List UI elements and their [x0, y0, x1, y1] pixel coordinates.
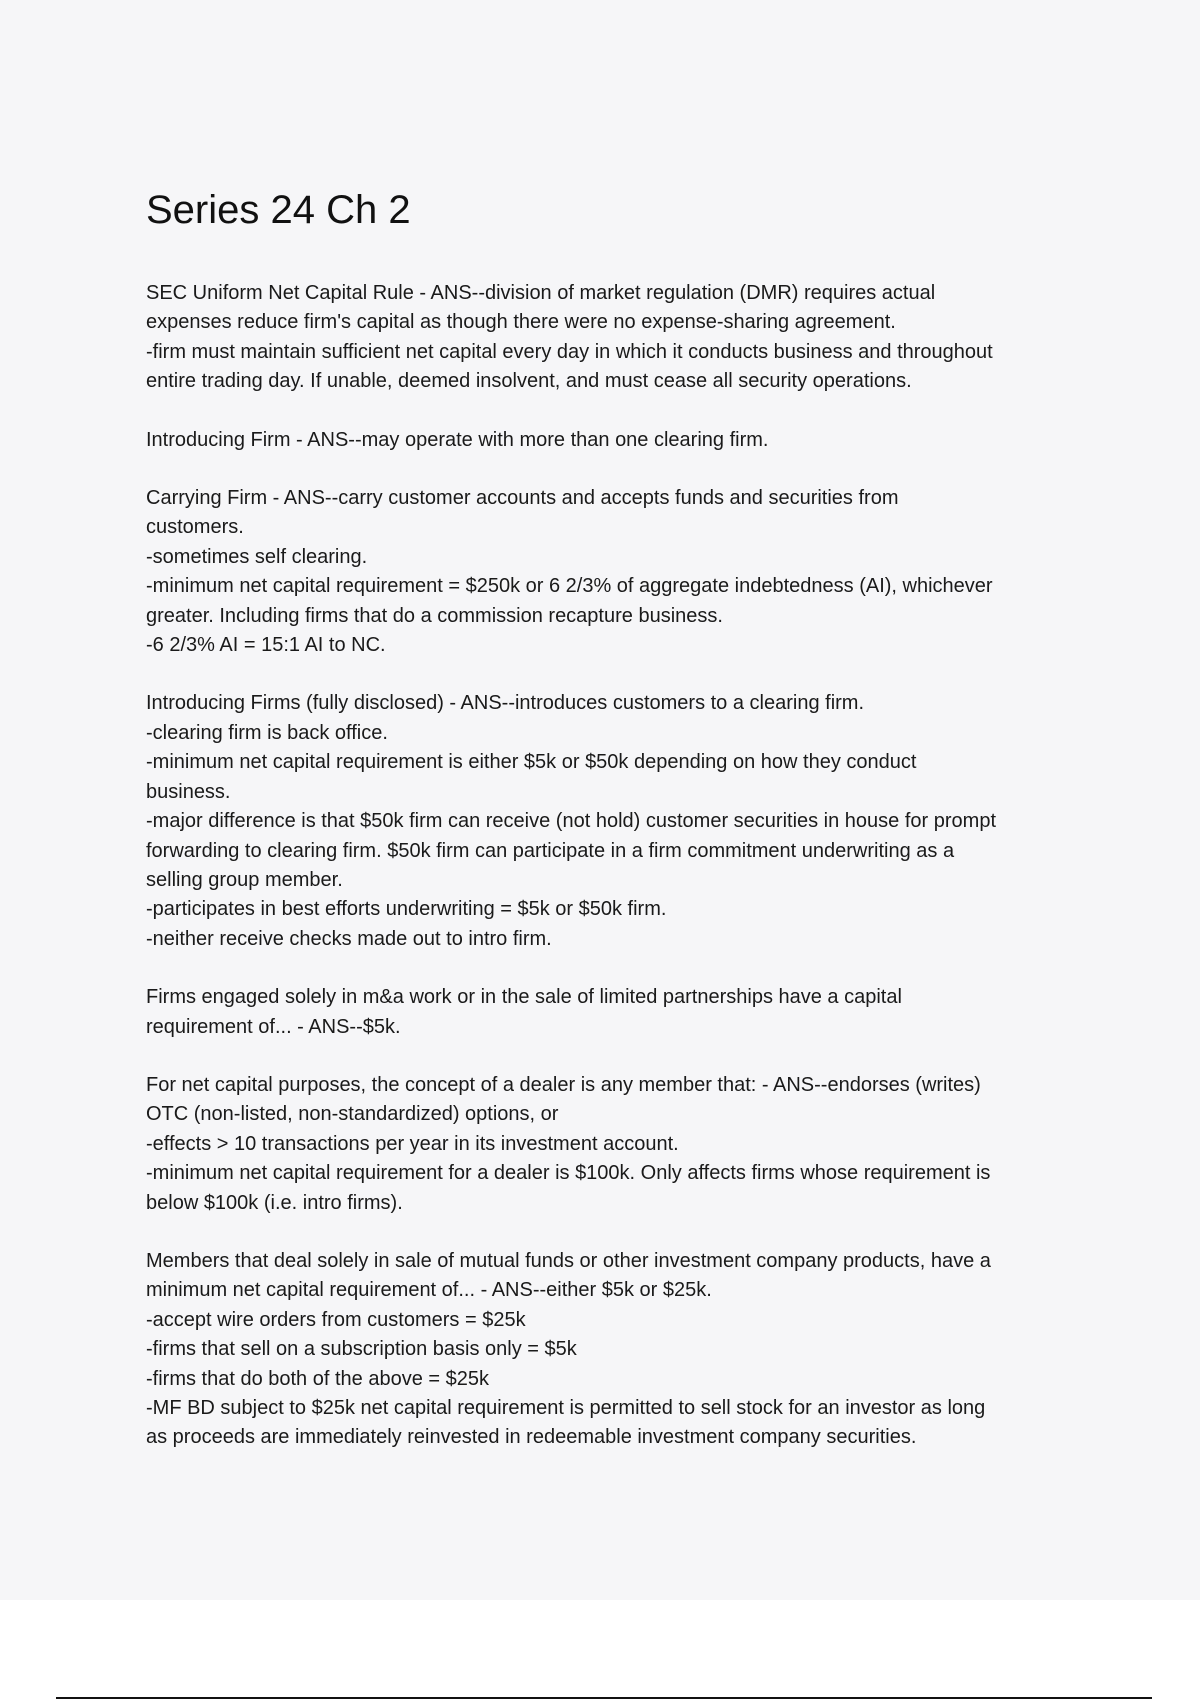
- text-line: as proceeds are immediately reinvested in redeemable investment company securities.: [146, 1426, 917, 1449]
- footer-divider: [56, 1697, 1152, 1699]
- text-line: -6 2/3% AI = 15:1 AI to NC.: [146, 634, 386, 657]
- text-line: -sometimes self clearing.: [146, 545, 368, 568]
- text-line: entire trading day. If unable, deemed insolvent, and must cease all security operations.: [146, 370, 912, 393]
- text-line: -firms that do both of the above = $25k: [146, 1367, 489, 1390]
- text-line: -clearing firm is back office.: [146, 721, 388, 744]
- text-line: forwarding to clearing firm. $50k firm can participate in a firm commitment underwriting as a: [146, 839, 955, 862]
- text-line: expenses reduce firm's capital as though there were no expense-sharing agreement.: [146, 311, 896, 334]
- text-line: selling group member.: [146, 868, 343, 891]
- text-line: -participates in best efforts underwriting = $5k or $50k firm.: [146, 898, 667, 921]
- text-line: OTC (non-listed, non-standardized) options, or: [146, 1103, 559, 1126]
- paragraph: [146, 983, 1096, 1042]
- paragraph: [146, 1247, 1096, 1453]
- paragraph: [146, 1071, 1096, 1218]
- paragraph: [146, 279, 1096, 397]
- text-line: minimum net capital requirement of... - ANS--either $5k or $25k.: [146, 1279, 712, 1302]
- text-line: Introducing Firm - ANS--may operate with more than one clearing firm.: [146, 428, 769, 451]
- text-line: customers.: [146, 516, 244, 539]
- text-line: business.: [146, 780, 231, 803]
- paragraph: [146, 689, 1096, 954]
- text-line: For net capital purposes, the concept of a dealer is any member that: - ANS--endorses (writes): [146, 1073, 981, 1096]
- text-line: -firm must maintain sufficient net capital every day in which it conducts business and throughout: [146, 340, 993, 363]
- text-line: -minimum net capital requirement is either $5k or $50k depending on how they conduct: [146, 751, 917, 774]
- text-line: greater. Including firms that do a commission recapture business.: [146, 604, 723, 627]
- text-line: Firms engaged solely in m&a work or in the sale of limited partnerships have a capital: [146, 986, 902, 1009]
- text-line: -MF BD subject to $25k net capital requirement is permitted to sell stock for an investor as long: [146, 1397, 986, 1419]
- text-line: Carrying Firm - ANS--carry customer accounts and accepts funds and securities from: [146, 487, 899, 510]
- text-line: -neither receive checks made out to intro firm.: [146, 927, 552, 950]
- text-line: -major difference is that $50k firm can receive (not hold) customer securities in house for prompt: [146, 810, 996, 833]
- text-line: -firms that sell on a subscription basis only = $5k: [146, 1338, 577, 1361]
- text-line: SEC Uniform Net Capital Rule - ANS--division of market regulation (DMR) requires actual: [146, 282, 936, 304]
- text-line: -minimum net capital requirement = $250k or 6 2/3% of aggregate indebtedness (AI), whichever: [146, 575, 993, 598]
- text-line: Introducing Firms (fully disclosed) - ANS--introduces customers to a clearing firm.: [146, 692, 865, 715]
- page-title: Series 24 Ch 2: [146, 188, 411, 232]
- text-line: Members that deal solely in sale of mutual funds or other investment company products, have a: [146, 1249, 991, 1272]
- text-line: requirement of... - ANS--$5k.: [146, 1015, 401, 1038]
- text-line: -accept wire orders from customers = $25k: [146, 1308, 526, 1331]
- paragraph: [146, 426, 1096, 455]
- text-line: -minimum net capital requirement for a dealer is $100k. Only affects firms whose requirement is: [146, 1162, 991, 1185]
- text-line: -effects > 10 transactions per year in its investment account.: [146, 1132, 679, 1155]
- text-line: below $100k (i.e. intro firms).: [146, 1191, 403, 1214]
- document-body: [146, 279, 1096, 1482]
- paragraph: [146, 484, 1096, 660]
